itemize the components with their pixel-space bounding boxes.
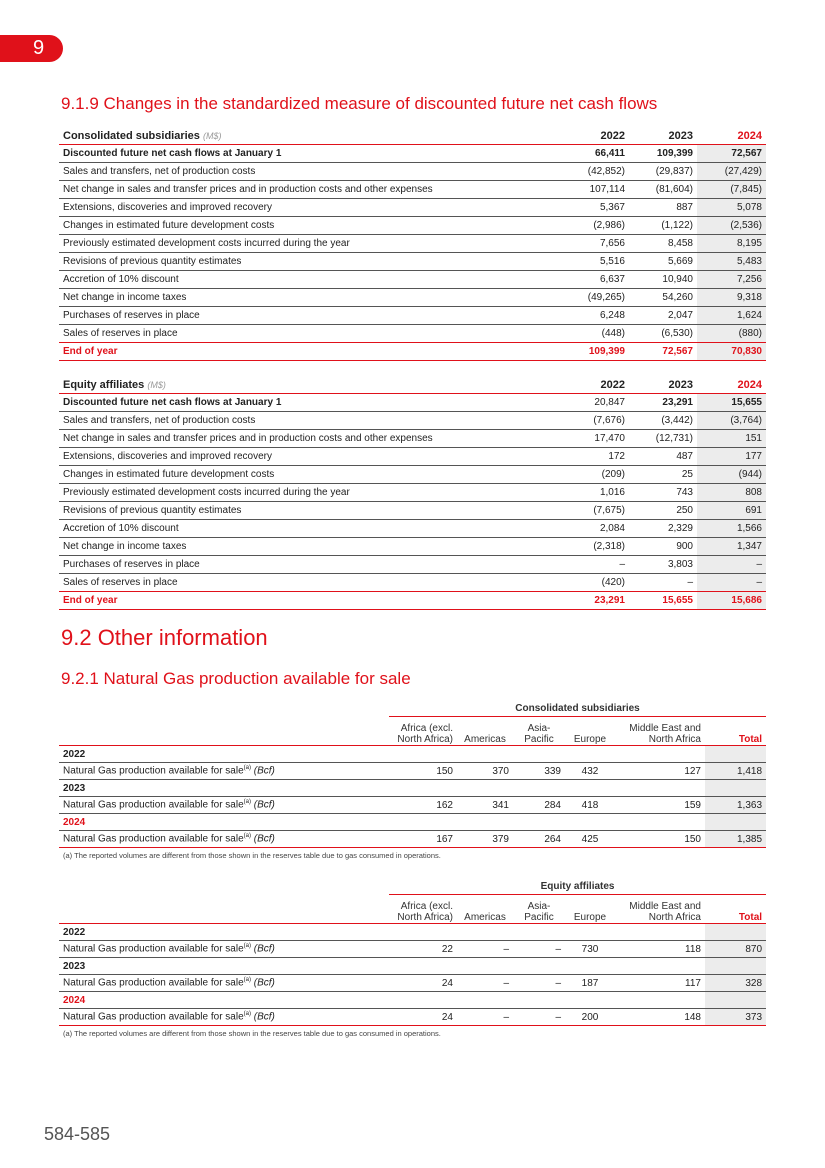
- cell-value: (12,731): [629, 430, 697, 448]
- cell-value: 177: [697, 448, 766, 466]
- cell-value: 172: [529, 448, 629, 466]
- cell-value: (6,530): [629, 325, 697, 343]
- cell-value: 7,656: [529, 235, 629, 253]
- cell-value: 5,516: [529, 253, 629, 271]
- year-row: [59, 924, 766, 941]
- cell-value: (2,536): [697, 217, 766, 235]
- table-row: [59, 574, 766, 592]
- cell-value: 117: [615, 975, 705, 992]
- cell-value: 109,399: [629, 145, 697, 163]
- cell-value: 1,624: [697, 307, 766, 325]
- year-header: 2024: [697, 127, 766, 145]
- row-label: Extensions, discoveries and improved recovery: [59, 448, 529, 466]
- cell-value: 10,940: [629, 271, 697, 289]
- cell-value: 691: [697, 502, 766, 520]
- cell-value: 7,256: [697, 271, 766, 289]
- year-header: 2022: [529, 376, 629, 394]
- cell-value: 187: [565, 975, 615, 992]
- row-label: Net change in sales and transfer prices and in production costs and other expenses: [59, 181, 529, 199]
- table-row: [59, 538, 766, 556]
- column-header: Africa (excl. North Africa): [389, 895, 457, 924]
- cell-value: (209): [529, 466, 629, 484]
- page-numbers: 584-585: [44, 1124, 111, 1144]
- column-header: Asia- Pacific: [513, 895, 565, 924]
- cell-value: 151: [697, 430, 766, 448]
- cell-value: 72,567: [697, 145, 766, 163]
- cell-value: 1,418: [705, 763, 766, 780]
- row-label: End of year: [59, 343, 529, 361]
- column-header: Middle East and North Africa: [615, 717, 705, 746]
- row-label: Discounted future net cash flows at January 1: [59, 394, 529, 412]
- cell-value: 72,567: [629, 343, 697, 361]
- cell-value: 148: [615, 1009, 705, 1026]
- row-label: Changes in estimated future development costs: [59, 217, 529, 235]
- cell-value: 284: [513, 797, 565, 814]
- row-label: Natural Gas production available for sale$^{(a)}$ (Bcf): [59, 1009, 389, 1026]
- table-title: Equity affiliates (M$): [59, 376, 529, 394]
- group-header-row: [59, 700, 766, 717]
- cell-value: (3,442): [629, 412, 697, 430]
- column-header: Total: [705, 895, 766, 924]
- column-header: Europe: [565, 895, 615, 924]
- group-title: Consolidated subsidiaries: [389, 700, 766, 717]
- row-label: Sales and transfers, net of production costs: [59, 163, 529, 181]
- section-921-title: 9.2.1 Natural Gas production available for sale: [61, 669, 411, 688]
- cell-value: 328: [705, 975, 766, 992]
- table-row: [59, 235, 766, 253]
- cell-value: 418: [565, 797, 615, 814]
- year-label: 2024: [59, 814, 705, 831]
- cell-value: 5,367: [529, 199, 629, 217]
- section-92-title: 9.2 Other information: [61, 625, 268, 650]
- table-row: [59, 163, 766, 181]
- cell-value: 1,385: [705, 831, 766, 848]
- table-row: [59, 797, 766, 814]
- row-label: Purchases of reserves in place: [59, 556, 529, 574]
- year-header: 2023: [629, 127, 697, 145]
- cell-value: 25: [629, 466, 697, 484]
- column-header: Americas: [457, 895, 513, 924]
- table-row: [59, 253, 766, 271]
- year-row: [59, 992, 766, 1009]
- cell-value: 15,686: [697, 592, 766, 610]
- cell-value: 900: [629, 538, 697, 556]
- row-label: Natural Gas production available for sale$^{(a)}$ (Bcf): [59, 941, 389, 958]
- cell-value: 370: [457, 763, 513, 780]
- table-row: [59, 394, 766, 412]
- cell-value: 24: [389, 1009, 457, 1026]
- cell-value: –: [529, 556, 629, 574]
- table-row: [59, 484, 766, 502]
- row-label: End of year: [59, 592, 529, 610]
- row-label: Sales of reserves in place: [59, 574, 529, 592]
- year-header: 2024: [697, 376, 766, 394]
- year-row: [59, 746, 766, 763]
- cell-value: 66,411: [529, 145, 629, 163]
- row-label: Accretion of 10% discount: [59, 520, 529, 538]
- cell-value: –: [513, 975, 565, 992]
- cell-value: 250: [629, 502, 697, 520]
- cell-value: 167: [389, 831, 457, 848]
- group-title: Equity affiliates: [389, 878, 766, 895]
- gas-equity-table: [59, 878, 766, 1026]
- cell-value: (2,986): [529, 217, 629, 235]
- table-row: [59, 592, 766, 610]
- cell-value: 425: [565, 831, 615, 848]
- cell-value: 1,363: [705, 797, 766, 814]
- column-header: Middle East and North Africa: [615, 895, 705, 924]
- table-row: [59, 430, 766, 448]
- spacer: [59, 878, 389, 895]
- cell-value: 23,291: [629, 394, 697, 412]
- cell-value: 109,399: [529, 343, 629, 361]
- cell-value: (448): [529, 325, 629, 343]
- cell-value: 150: [389, 763, 457, 780]
- spacer: [59, 700, 389, 717]
- spacer: [705, 992, 766, 1009]
- cell-value: 730: [565, 941, 615, 958]
- cell-value: 373: [705, 1009, 766, 1026]
- cell-value: 162: [389, 797, 457, 814]
- spacer: [705, 746, 766, 763]
- column-header: Europe: [565, 717, 615, 746]
- spacer: [705, 780, 766, 797]
- year-label: 2022: [59, 746, 705, 763]
- column-header-row: [59, 895, 766, 924]
- row-label: Natural Gas production available for sale$^{(a)}$ (Bcf): [59, 975, 389, 992]
- cell-value: 341: [457, 797, 513, 814]
- cell-value: 870: [705, 941, 766, 958]
- cell-value: 2,084: [529, 520, 629, 538]
- row-label: Accretion of 10% discount: [59, 271, 529, 289]
- spacer: [59, 895, 389, 924]
- row-label: Changes in estimated future development costs: [59, 466, 529, 484]
- year-label: 2024: [59, 992, 705, 1009]
- year-header: 2023: [629, 376, 697, 394]
- row-label: Sales and transfers, net of production costs: [59, 412, 529, 430]
- cell-value: –: [457, 941, 513, 958]
- cell-value: 8,458: [629, 235, 697, 253]
- cell-value: (944): [697, 466, 766, 484]
- section-919-title: 9.1.9 Changes in the standardized measure of discounted future net cash flows: [61, 94, 658, 113]
- gas-consolidated-table: [59, 700, 766, 848]
- cell-value: –: [513, 1009, 565, 1026]
- chapter-tab: 9: [0, 35, 63, 62]
- cell-value: 808: [697, 484, 766, 502]
- cell-value: 5,483: [697, 253, 766, 271]
- cell-value: (7,675): [529, 502, 629, 520]
- equity-cashflow-table: [59, 376, 766, 610]
- cell-value: (2,318): [529, 538, 629, 556]
- group-header-row: [59, 878, 766, 895]
- table-row: [59, 831, 766, 848]
- cell-value: 487: [629, 448, 697, 466]
- row-label: Extensions, discoveries and improved recovery: [59, 199, 529, 217]
- column-header: Asia- Pacific: [513, 717, 565, 746]
- cell-value: (1,122): [629, 217, 697, 235]
- consolidated-rows: [59, 145, 766, 361]
- row-label: Sales of reserves in place: [59, 325, 529, 343]
- table-row: [59, 307, 766, 325]
- cell-value: (49,265): [529, 289, 629, 307]
- cell-value: 2,329: [629, 520, 697, 538]
- year-header: 2022: [529, 127, 629, 145]
- column-header: Total: [705, 717, 766, 746]
- row-label: Revisions of previous quantity estimates: [59, 502, 529, 520]
- cell-value: 1,347: [697, 538, 766, 556]
- cell-value: –: [457, 1009, 513, 1026]
- cell-value: 6,248: [529, 307, 629, 325]
- row-label: Net change in sales and transfer prices and in production costs and other expenses: [59, 430, 529, 448]
- table-row: [59, 556, 766, 574]
- table-row: [59, 975, 766, 992]
- cell-value: 127: [615, 763, 705, 780]
- cell-value: –: [457, 975, 513, 992]
- table-title: Consolidated subsidiaries (M$): [59, 127, 529, 145]
- table-row: [59, 1009, 766, 1026]
- cell-value: 17,470: [529, 430, 629, 448]
- table-row: [59, 271, 766, 289]
- table-row: [59, 289, 766, 307]
- footnote: (a) The reported volumes are different from those shown in the reserves table due to gas consumed in operations.: [63, 851, 441, 860]
- table-row: [59, 199, 766, 217]
- cell-value: 379: [457, 831, 513, 848]
- row-label: Natural Gas production available for sale$^{(a)}$ (Bcf): [59, 797, 389, 814]
- cell-value: 118: [615, 941, 705, 958]
- year-row: [59, 780, 766, 797]
- cell-value: 22: [389, 941, 457, 958]
- table-row: [59, 217, 766, 235]
- row-label: Previously estimated development costs incurred during the year: [59, 484, 529, 502]
- cell-value: 20,847: [529, 394, 629, 412]
- table-row: [59, 448, 766, 466]
- column-header: Africa (excl. North Africa): [389, 717, 457, 746]
- cell-value: 24: [389, 975, 457, 992]
- cell-value: 5,669: [629, 253, 697, 271]
- table-row: [59, 502, 766, 520]
- table-row: [59, 145, 766, 163]
- cell-value: (880): [697, 325, 766, 343]
- cell-value: (7,676): [529, 412, 629, 430]
- row-label: Net change in income taxes: [59, 289, 529, 307]
- footnote: (a) The reported volumes are different from those shown in the reserves table due to gas consumed in operations.: [63, 1029, 441, 1038]
- cell-value: 8,195: [697, 235, 766, 253]
- cell-value: 54,260: [629, 289, 697, 307]
- cell-value: 264: [513, 831, 565, 848]
- cell-value: (29,837): [629, 163, 697, 181]
- table-row: [59, 763, 766, 780]
- cell-value: –: [697, 556, 766, 574]
- column-header: Americas: [457, 717, 513, 746]
- column-header-row: [59, 717, 766, 746]
- row-label: Previously estimated development costs incurred during the year: [59, 235, 529, 253]
- cell-value: (3,764): [697, 412, 766, 430]
- cell-value: 5,078: [697, 199, 766, 217]
- table-row: [59, 325, 766, 343]
- row-label: Purchases of reserves in place: [59, 307, 529, 325]
- cell-value: 1,566: [697, 520, 766, 538]
- year-label: 2022: [59, 924, 705, 941]
- row-label: Revisions of previous quantity estimates: [59, 253, 529, 271]
- cell-value: –: [697, 574, 766, 592]
- cell-value: –: [513, 941, 565, 958]
- table-row: [59, 412, 766, 430]
- cell-value: 150: [615, 831, 705, 848]
- equity-rows: [59, 394, 766, 610]
- table-row: [59, 520, 766, 538]
- cell-value: 3,803: [629, 556, 697, 574]
- cell-value: 1,016: [529, 484, 629, 502]
- cell-value: 432: [565, 763, 615, 780]
- cell-value: –: [629, 574, 697, 592]
- table-row: [59, 466, 766, 484]
- cell-value: (81,604): [629, 181, 697, 199]
- cell-value: 9,318: [697, 289, 766, 307]
- cell-value: 743: [629, 484, 697, 502]
- year-label: 2023: [59, 958, 705, 975]
- year-row: [59, 814, 766, 831]
- year-row: [59, 958, 766, 975]
- cell-value: (7,845): [697, 181, 766, 199]
- table-row: [59, 181, 766, 199]
- row-label: Discounted future net cash flows at January 1: [59, 145, 529, 163]
- spacer: [59, 717, 389, 746]
- row-label: Natural Gas production available for sale$^{(a)}$ (Bcf): [59, 763, 389, 780]
- row-label: Net change in income taxes: [59, 538, 529, 556]
- cell-value: (42,852): [529, 163, 629, 181]
- cell-value: 887: [629, 199, 697, 217]
- cell-value: (27,429): [697, 163, 766, 181]
- spacer: [705, 924, 766, 941]
- cell-value: 159: [615, 797, 705, 814]
- spacer: [705, 958, 766, 975]
- spacer: [705, 814, 766, 831]
- table-row: [59, 941, 766, 958]
- cell-value: 70,830: [697, 343, 766, 361]
- cell-value: 23,291: [529, 592, 629, 610]
- cell-value: (420): [529, 574, 629, 592]
- cell-value: 6,637: [529, 271, 629, 289]
- table-row: [59, 343, 766, 361]
- row-label: Natural Gas production available for sale$^{(a)}$ (Bcf): [59, 831, 389, 848]
- cell-value: 200: [565, 1009, 615, 1026]
- cell-value: 339: [513, 763, 565, 780]
- consolidated-cashflow-table: [59, 127, 766, 361]
- year-label: 2023: [59, 780, 705, 797]
- cell-value: 107,114: [529, 181, 629, 199]
- cell-value: 15,655: [697, 394, 766, 412]
- cell-value: 15,655: [629, 592, 697, 610]
- cell-value: 2,047: [629, 307, 697, 325]
